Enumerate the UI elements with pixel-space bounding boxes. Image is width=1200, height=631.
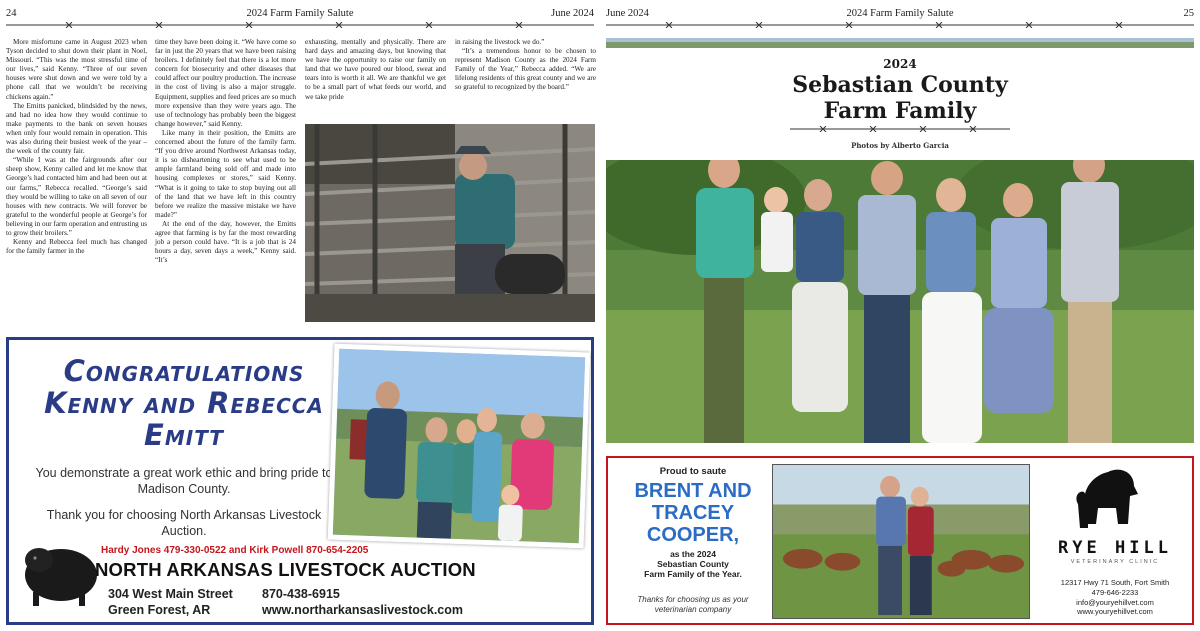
paragraph: The Emitts panicked, blindsided by the news, and had no idea how they would continue to make payments to the bank on seven houses when only four would remain in operation. This was also during their busiest week of the year – the week of the county fair. (6, 101, 147, 156)
ad-message: You demonstrate a great work ethic and bring pride to Madison County. (35, 466, 333, 496)
honoree-name-line: TRACEY (651, 502, 735, 524)
page-number: 24 (6, 8, 17, 19)
honor-line: Sebastian County (657, 559, 729, 569)
address-line: 304 West Main Street (108, 587, 233, 601)
paragraph: “It’s a tremendous honor to be chosen to represent Madison County as the 2024 Farm Family of the Year,” Rebecca added. “We are lifelong residents of this great county and we are so grateful to recognized by the board.” (455, 47, 596, 92)
honor-line: Farm Family of the Year. (644, 569, 742, 579)
sebastian-family-photo (606, 160, 1194, 443)
clinic-subtitle: VETERINARY CLINIC (1070, 559, 1160, 565)
livestock-auction-ad (6, 337, 594, 625)
article-column-3 (305, 38, 446, 102)
header-date: June 2024 (606, 8, 649, 19)
paragraph: Kenny and Rebecca feel much has changed for the family farmer in the (6, 238, 147, 256)
ad-thanks: Thank you for choosing North Arkansas Livestock Auction. (46, 508, 322, 538)
page-number: 25 (1183, 8, 1194, 19)
article-column-4 (455, 38, 596, 93)
photo-credit: Photos by Alberto Garcia (851, 141, 949, 150)
clinic-name: RYE HILL (1058, 538, 1172, 558)
header-title: 2024 Farm Family Salute (846, 8, 954, 19)
clinic-email-link[interactable]: info@youryehillvet.com (1076, 597, 1154, 607)
ad-website-link[interactable]: www.northarkansaslivestock.com (262, 603, 464, 617)
feature-title: Sebastian County (792, 72, 1008, 98)
ad-phone[interactable]: 870-438-6915 (262, 587, 340, 601)
paragraph: “While I was at the fairgrounds after our sheep show, Kenny called and let me know that George’s had contacted him and had been out at our farms,” Rebecca recalled. “George’s said they would be willing to take on all seven of our houses with new contracts. We will forever be grateful to the wonderful people at George’s for believing in our farm operation and entrusting us to grow their broilers.” (6, 156, 147, 237)
paragraph: exhausting, mentally and physically. There are hard days and amazing days, but knowing that we have the opportunity to raise our family on land that we have poured our blood, sweat and tears into is worth it all. We are thankful we get to be a small part of what feeds our world, and we take pride (305, 38, 446, 101)
ad-thanks (618, 595, 768, 615)
ad-honoree-names (618, 480, 768, 546)
emitt-family-photo (328, 344, 591, 549)
ad-contacts: Hardy Jones 479-330-0522 and Kirk Powell 870-654-2205 (101, 545, 369, 556)
bull-icon (21, 530, 101, 610)
paragraph: Like many in their position, the Emitts are concerned about the future of the family farm. “If you drive around Northwest Arkansas today, it is so disheartening to see what used to be ample farmland being sold off and made into housing complexes or stores,” said Kenny. “What is it going to take to stop buying out all of the land that we have left in this country before we realize the massive mistake we have made?” (155, 128, 296, 219)
barbed-wire-divider (606, 22, 1194, 28)
feature-year: 2024 (883, 57, 917, 71)
header-photo-strip (606, 38, 1194, 48)
barbed-wire-divider (6, 22, 594, 28)
ad-headline: Emitt (144, 418, 224, 452)
article-column-2 (155, 38, 296, 265)
ad-address (108, 586, 233, 618)
clinic-website-link[interactable]: www.youryehillvet.com (1077, 607, 1153, 617)
clinic-contact (1040, 578, 1190, 617)
thanks-line: Thanks for choosing us as your (637, 595, 749, 604)
header-title: 2024 Farm Family Salute (246, 8, 354, 19)
ad-intro: Proud to saute (659, 466, 727, 477)
honoree-name-line: BRENT AND (634, 480, 752, 502)
cooper-family-photo (772, 464, 1030, 619)
ad-honor-text (618, 549, 768, 579)
rye-hill-ad (606, 456, 1194, 625)
paragraph: More misfortune came in August 2023 when Tyson decided to shut down their plant in Noel, Missouri. “This was the most stressful time of our lives,” said Kenny. “Three of our seven houses were shut down and we were told by a phone call that we wouldn’t be receiving chickens again.” (6, 38, 147, 101)
article-column-1 (6, 38, 147, 256)
paragraph: At the end of the day, however, the Emitts agree that farming is by far the most rewarding job a person could have. “It is a job that is 24 hours a day, seven days a week,” Kenny said. “It’s (155, 219, 296, 265)
header-date: June 2024 (551, 8, 594, 19)
running-header-right (606, 8, 1194, 22)
dog-cat-logo-icon (1068, 464, 1148, 534)
barbed-wire-divider (790, 126, 1010, 132)
honoree-name-line: COOPER, (646, 524, 740, 546)
paragraph: time they have been doing it. “We have come so far in just the 20 years that we have been raising broilers. I definitely feel that there is a lot more concern for biosecurity and other diseases that could affect our poultry production. The increase in the cost of living is also a major struggle. Equipment, supplies and feed prices are so much more expensive than they were years ago. The use of technology has probably been the biggest change however,” said Kenny. (155, 38, 296, 128)
ad-contact-info (262, 586, 463, 618)
paragraph: in raising the livestock we do.” (455, 38, 545, 46)
address-line: Green Forest, AR (108, 603, 211, 617)
ad-headline: Kenny and Rebecca (44, 386, 324, 420)
thanks-line: veterinarian company (654, 605, 732, 614)
clinic-phone[interactable]: 479-646-2233 (1091, 587, 1139, 597)
clinic-address: 12317 Hwy 71 South, Fort Smith (1060, 578, 1170, 587)
barn-photo (305, 124, 595, 322)
running-header-left (6, 8, 594, 22)
honor-line: as the 2024 (670, 549, 716, 559)
ad-headline: Congratulations (63, 354, 305, 388)
ad-brand: NORTH ARKANSAS LIVESTOCK AUCTION (95, 559, 476, 580)
feature-title: Farm Family (823, 98, 977, 124)
